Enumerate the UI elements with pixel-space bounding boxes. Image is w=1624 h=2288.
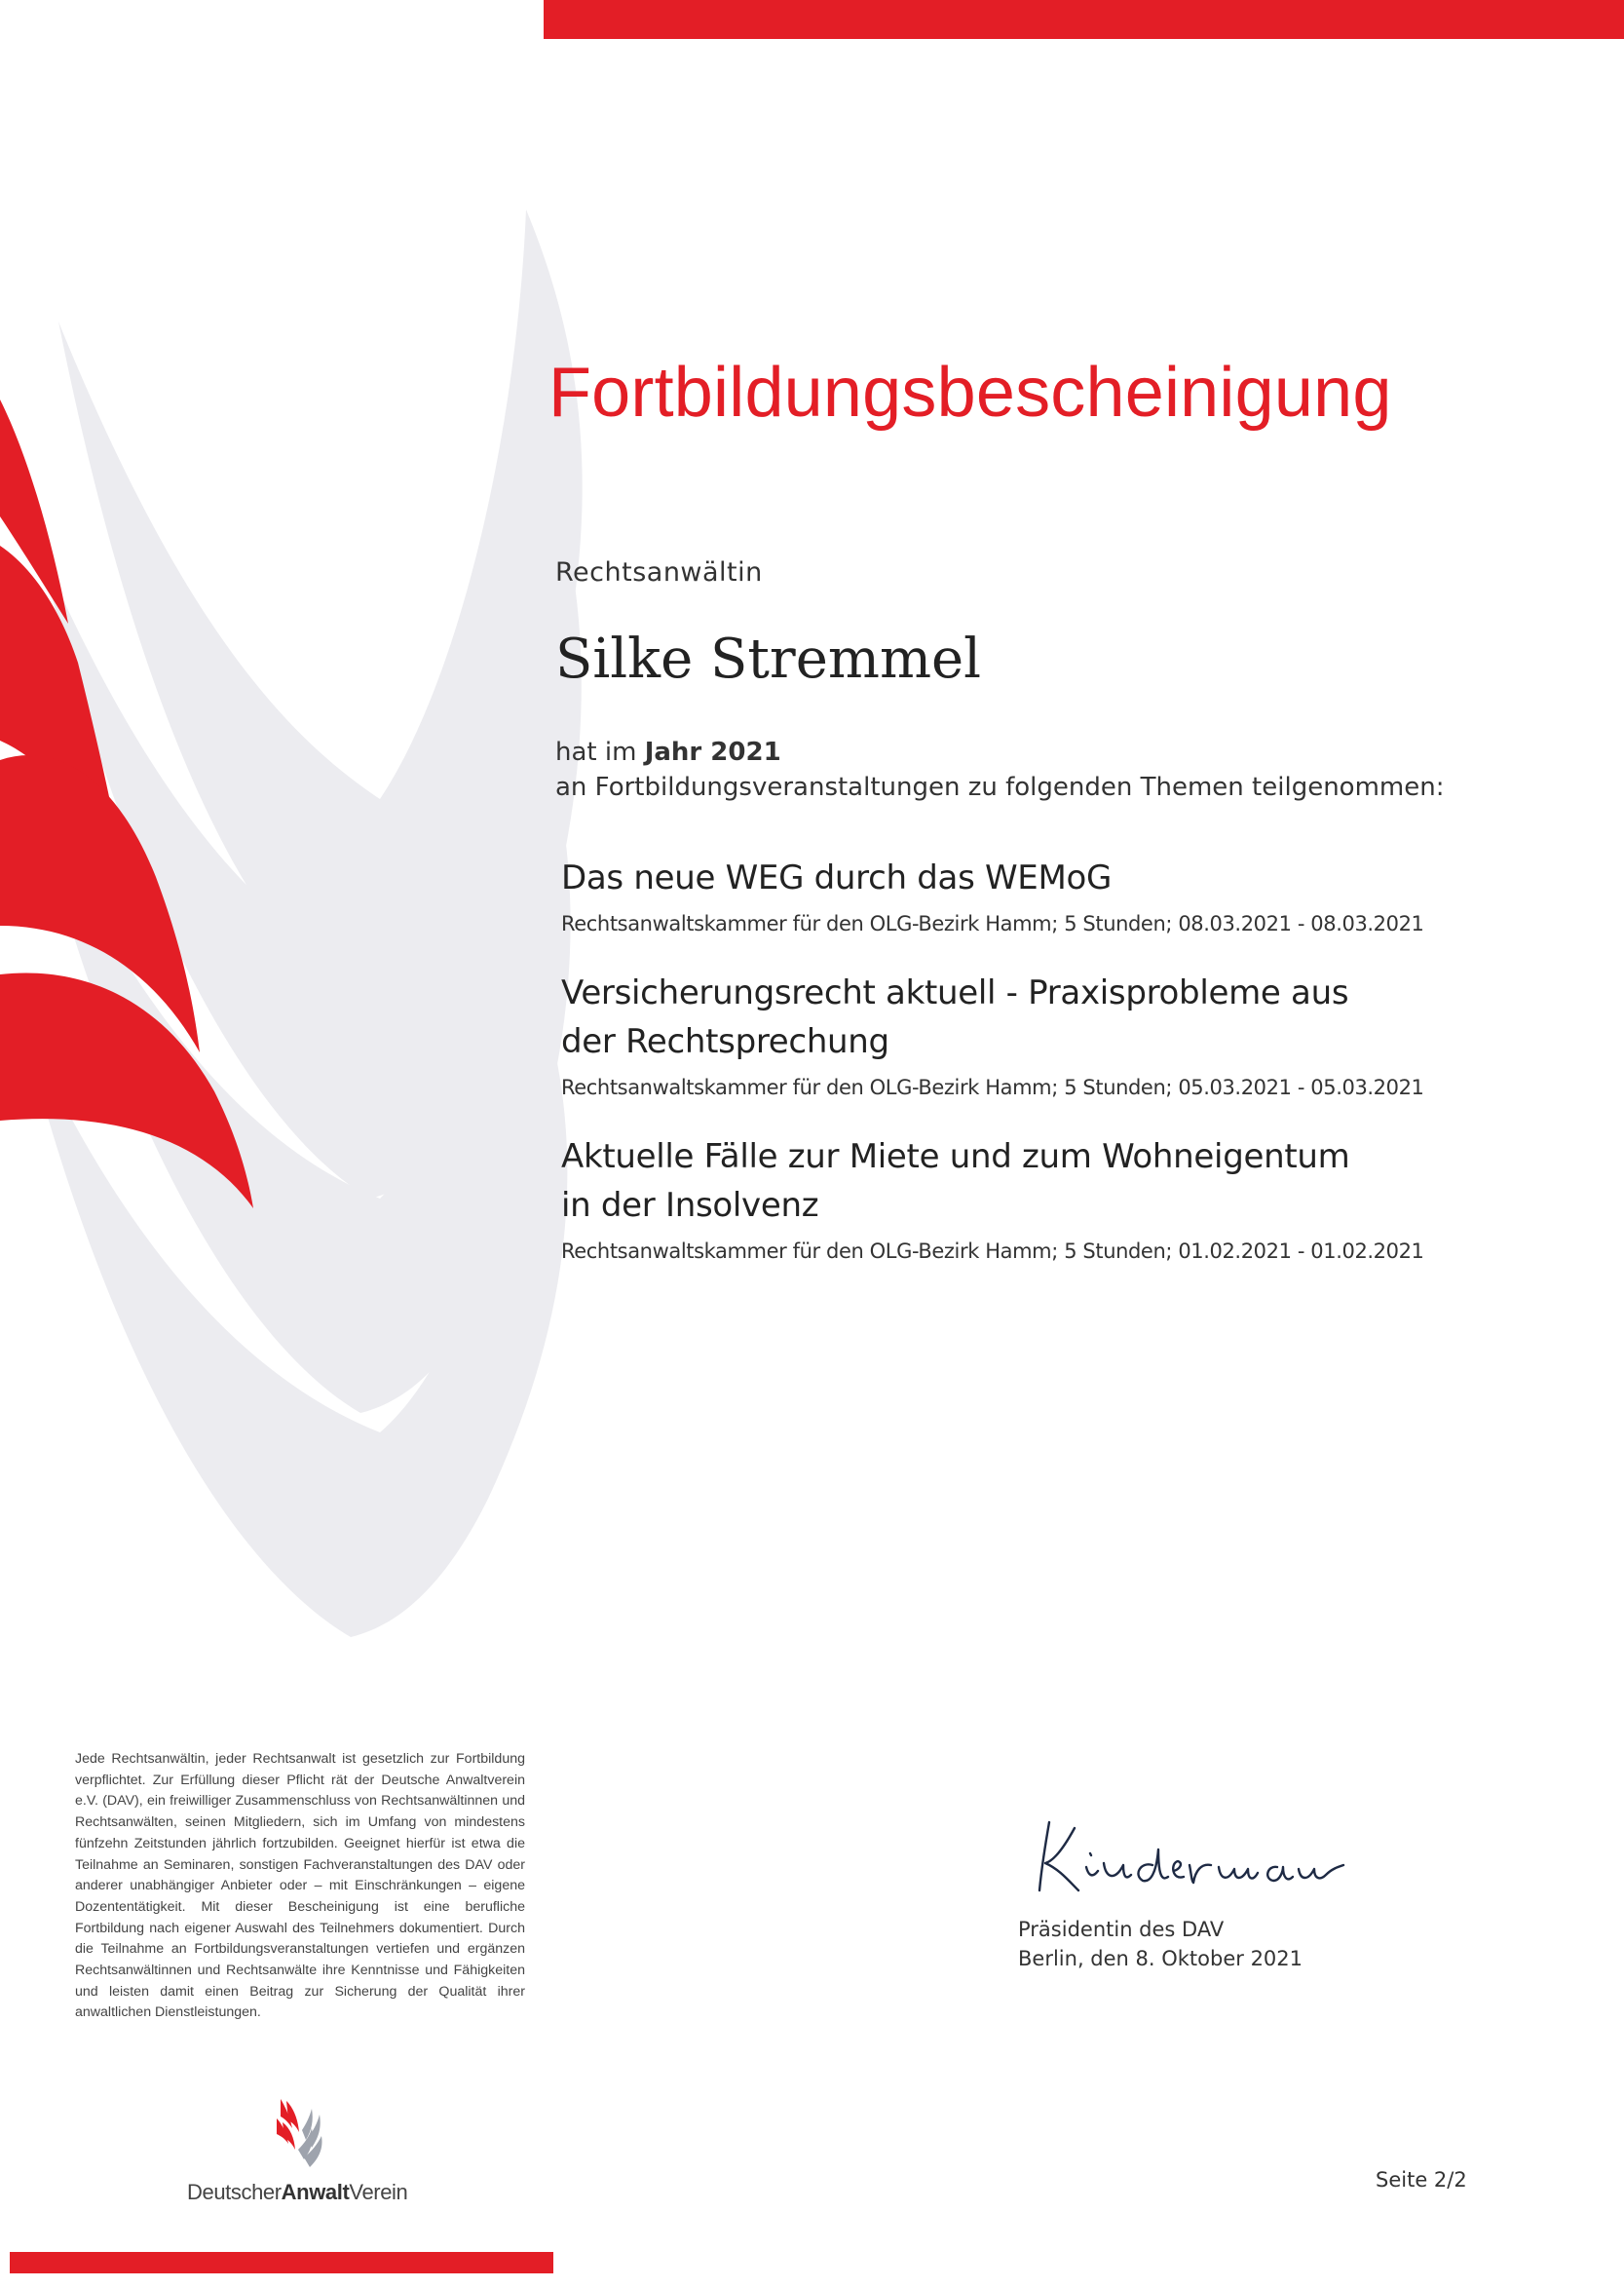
- course-title: Aktuelle Fälle zur Miete und zum Wohneigentum in der Insolvenz: [561, 1137, 1350, 1225]
- recipient-name: Silke Stremmel: [555, 628, 982, 691]
- course-title: Versicherungsrecht aktuell - Praxisprobleme aus der Rechtsprechung: [561, 973, 1349, 1061]
- course-entry: [561, 969, 1424, 1099]
- logo-part-3: Verein: [349, 2180, 408, 2204]
- course-entry: [561, 1132, 1424, 1263]
- certificate-title: Fortbildungsbescheinigung: [548, 354, 1392, 432]
- dav-wave-logo-icon: [273, 2095, 331, 2173]
- course-details: Rechtsanwaltskammer für den OLG-Bezirk Hamm; 5 Stunden; 01.02.2021 - 01.02.2021: [561, 1239, 1424, 1263]
- logo-part-1: Deutscher: [187, 2180, 282, 2204]
- sign-place-date: Berlin, den 8. Oktober 2021: [1018, 1947, 1303, 1970]
- page-number: Seite 2/2: [1376, 2168, 1467, 2192]
- handwritten-signature: [1028, 1811, 1349, 1898]
- course-details: Rechtsanwaltskammer für den OLG-Bezirk Hamm; 5 Stunden; 08.03.2021 - 08.03.2021: [561, 912, 1424, 935]
- intro-line-1: [555, 735, 1444, 770]
- bottom-red-bar: [10, 2252, 553, 2273]
- intro-text: [555, 735, 1444, 805]
- legal-note: Jede Rechtsanwältin, jeder Rechtsanwalt ist gesetzlich zur Fortbildung verpflichtet. Zur Erfüllung dieser Pflicht rät der Deutsche Anwaltverein e.V. (DAV), ein freiwilliger Zusammenschluss von Rechtsanwältinnen und Rechtsanwälten, seinen Mitgliedern, sich im Umfang von mindestens fünfzehn Zeitstunden jährlich fortzubilden. Geeignet hierfür ist etwa die Teilnahme an Seminaren, sonstigen Fachveranstaltungen des DAV oder anderer unabhängiger Anbieter oder – mit Einschränkungen – eigene Dozententätigkeit. Mit dieser Bescheinigung ist eine berufliche Fortbildung nach eigener Auswahl des Teilnehmers dokumentiert. Durch die Teilnahme an Fortbildungsveranstaltungen vertiefen und ergänzen Rechtsanwältinnen und Rechtsanwälte ihre Kenntnisse und Fähigkeiten und leisten damit einen Beitrag zur Sicherung der Qualität ihrer anwaltlichen Dienstleistungen.: [75, 1751, 525, 2021]
- intro-line-2: an Fortbildungsveranstaltungen zu folgenden Themen teilgenommen:: [555, 773, 1445, 802]
- intro-year: Jahr 2021: [644, 738, 781, 767]
- course-entry: [561, 854, 1424, 935]
- recipient-salutation: Rechtsanwältin: [555, 557, 763, 588]
- signer-role: Präsidentin des DAV: [1018, 1918, 1225, 1941]
- course-title: Das neue WEG durch das WEMoG: [561, 858, 1113, 897]
- course-details: Rechtsanwaltskammer für den OLG-Bezirk Hamm; 5 Stunden; 05.03.2021 - 05.03.2021: [561, 1076, 1424, 1099]
- logo-part-2: Anwalt: [281, 2180, 350, 2204]
- dav-logo-wordmark: [187, 2180, 407, 2205]
- intro-prefix: hat im: [555, 738, 645, 767]
